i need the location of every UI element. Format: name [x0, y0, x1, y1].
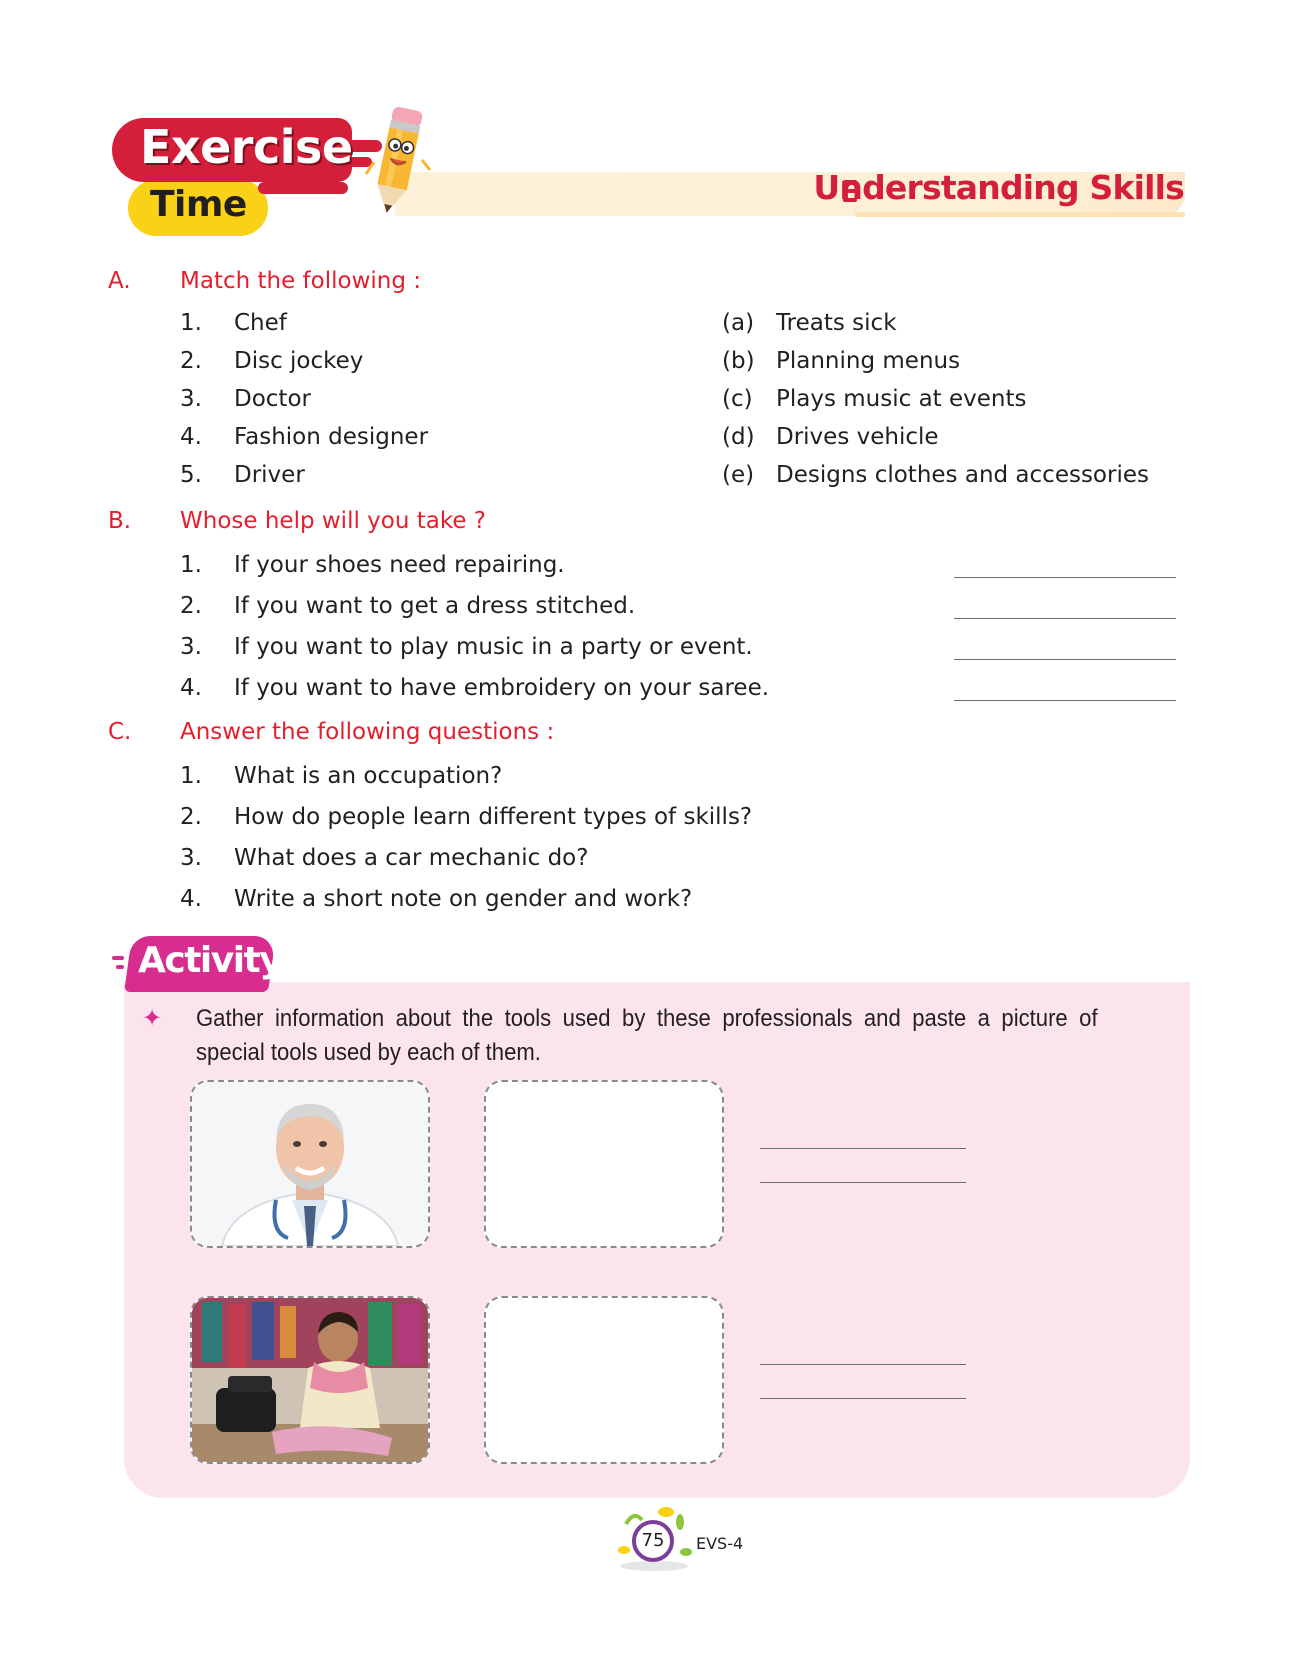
answer-line[interactable] [760, 1364, 966, 1365]
star-bullet-icon: ✦ [142, 1004, 163, 1032]
header-underline [855, 212, 1185, 217]
question-text: What is an occupation? [234, 763, 503, 789]
question-text: How do people learn different types of skills? [234, 804, 753, 830]
tool-picture-box[interactable] [484, 1296, 724, 1464]
question-text: If you want to get a dress stitched. [234, 593, 636, 619]
match-item: Fashion designer [234, 424, 429, 450]
pencil-mascot-icon [362, 104, 434, 222]
option-letter: (e) [722, 462, 755, 488]
match-option: Plays music at events [776, 386, 1027, 412]
question-text: What does a car mechanic do? [234, 845, 589, 871]
match-item: Doctor [234, 386, 311, 412]
section-b-title: Whose help will you take ? [180, 508, 487, 534]
section-a-title: Match the following : [180, 268, 422, 294]
time-label: Time [150, 184, 247, 225]
item-number: 1. [180, 552, 202, 578]
exercise-label: Exercise [140, 120, 353, 174]
question-text: If you want to have embroidery on your saree. [234, 675, 770, 701]
answer-blank[interactable] [954, 659, 1176, 660]
section-c-title: Answer the following questions : [180, 719, 555, 745]
item-number: 1. [180, 763, 202, 789]
tailor-photo [190, 1296, 430, 1464]
activity-instruction: Gather information about the tools used by these professionals and paste a picture of special tools used by each of them. [196, 1005, 1098, 1066]
activity-label: Activity [138, 940, 282, 981]
item-number: 4. [180, 424, 202, 450]
option-letter: (d) [722, 424, 755, 450]
item-number: 2. [180, 804, 202, 830]
book-code: EVS-4 [696, 1534, 744, 1553]
question-text: Write a short note on gender and work? [234, 886, 693, 912]
section-a-letter: A. [108, 268, 131, 294]
page-number: 75 [641, 1530, 665, 1551]
option-letter: (a) [722, 310, 755, 336]
item-number: 5. [180, 462, 202, 488]
item-number: 2. [180, 593, 202, 619]
tailor-illustration [192, 1298, 428, 1462]
match-option: Planning menus [776, 348, 961, 374]
item-number: 4. [180, 675, 202, 701]
item-number: 4. [180, 886, 202, 912]
match-item: Disc jockey [234, 348, 364, 374]
match-option: Treats sick [776, 310, 897, 336]
answer-blank[interactable] [954, 618, 1176, 619]
question-text: If your shoes need repairing. [234, 552, 565, 578]
answer-blank[interactable] [954, 700, 1176, 701]
item-number: 3. [180, 845, 202, 871]
doctor-photo [190, 1080, 430, 1248]
section-title: Understanding Skills [813, 168, 1184, 207]
time-badge-tail [258, 182, 348, 194]
match-item: Chef [234, 310, 287, 336]
item-number: 3. [180, 634, 202, 660]
section-b-letter: B. [108, 508, 132, 534]
doctor-illustration [192, 1082, 428, 1246]
match-option: Designs clothes and accessories [776, 462, 1149, 488]
item-number: 3. [180, 386, 202, 412]
answer-line[interactable] [760, 1182, 966, 1183]
section-c-letter: C. [108, 719, 132, 745]
question-text: If you want to play music in a party or event. [234, 634, 753, 660]
option-letter: (b) [722, 348, 755, 374]
answer-line[interactable] [760, 1148, 966, 1149]
item-number: 1. [180, 310, 202, 336]
item-number: 2. [180, 348, 202, 374]
answer-blank[interactable] [954, 577, 1176, 578]
match-option: Drives vehicle [776, 424, 939, 450]
match-item: Driver [234, 462, 305, 488]
tool-picture-box[interactable] [484, 1080, 724, 1248]
answer-line[interactable] [760, 1398, 966, 1399]
option-letter: (c) [722, 386, 753, 412]
